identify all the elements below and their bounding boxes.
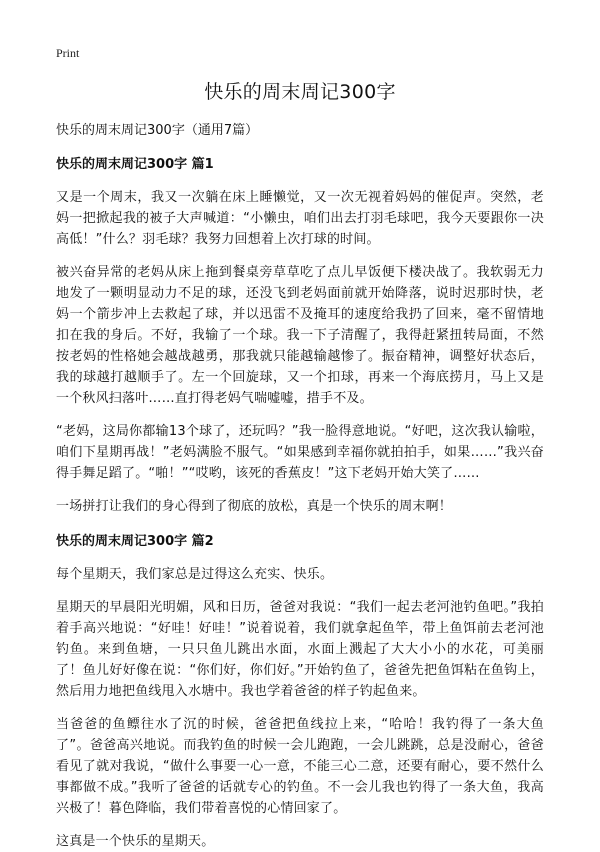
paragraph: 这真是一个快乐的星期天。 <box>56 834 215 849</box>
paragraph: 一场拼打让我们的身心得到了彻底的放松，真是一个快乐的周末啊！ <box>56 499 453 514</box>
paragraph: 每个星期天，我们家总是过得这么充实、快乐。 <box>56 567 334 582</box>
document-subtitle: 快乐的周末周记300字（通用7篇） <box>56 123 259 138</box>
section-heading-2: 快乐的周末周记300字 篇2 <box>56 534 214 549</box>
print-link[interactable]: Print <box>56 46 80 60</box>
page-title: 快乐的周末周记300字 <box>204 81 396 103</box>
paragraph: 又是一个周末，我又一次躺在床上睡懒觉，又一次无视着妈妈的催促声。突然，老妈一把掀起我的被子大声喊道：“小懒虫，咱们出去打羽毛球吧，我今天要跟你一决高低！”什么？羽毛球？我努力回想着上次打球的时间。 <box>56 190 544 247</box>
paragraph: 当爸爸的鱼鳔往水了沉的时候，爸爸把鱼线拉上来，“哈哈！我钓得了一条大鱼了”。爸爸高兴地说。而我钓鱼的时候一会儿跑跑，一会儿跳跳，总是没耐心，爸爸看见了就对我说，“做什么事要一心一意，不能三心二意，还要有耐心，要不然什么事都做不成。”我听了爸爸的话就专心的钓鱼。不一会儿我也钓得了一条大鱼，我高兴极了！暮色降临，我们带着喜悦的心情回家了。 <box>56 717 544 816</box>
paragraph: 星期天的早晨阳光明媚，风和日历，爸爸对我说：“我们一起去老河池钓鱼吧。”我拍着手高兴地说：“好哇！好哇！”说着说着，我们就拿起鱼竿，带上鱼饵前去老河池钓鱼。来到鱼塘，一只只鱼儿跳出水面，水面上溅起了大大小小的水花，可美丽了！鱼儿好好像在说：“你们好，你们好。”开始钓鱼了，爸爸先把鱼饵粘在鱼钩上，然后用力地把鱼线甩入水塘中。我也学着爸爸的样子钓起鱼来。 <box>56 600 544 699</box>
paragraph: 被兴奋异常的老妈从床上拖到餐桌旁草草吃了点儿早饭便下楼决战了。我软弱无力地发了一颗明显动力不足的球，还没飞到老妈面前就开始降落，说时迟那时快，老妈一个箭步冲上去救起了球，并以迅雷不及掩耳的速度给我扔了回来，毫不留情地扣在我的身后。不好，我输了一个球。我一下子清醒了，我得赶紧扭转局面，不然按老妈的性格她会越战越勇，那我就只能越输越惨了。振奋精神，调整好状态后，我的球越打越顺手了。左一个回旋球，又一个扣球，再来一个海底捞月，马上又是一个秋风扫落叶……直打得老妈气喘嘘嘘，措手不及。 <box>56 265 544 406</box>
paragraph: “老妈，这局你都输13个球了，还玩吗？”我一脸得意地说。“好吧，这次我认输啦，咱们下星期再战！”老妈满脸不服气。“如果感到幸福你就拍拍手，如果……”我兴奋得手舞足蹈了。“啪！”“哎哟，该死的香蕉皮！”这下老妈开始大笑了…… <box>56 424 544 481</box>
section-heading-1: 快乐的周末周记300字 篇1 <box>56 157 214 172</box>
